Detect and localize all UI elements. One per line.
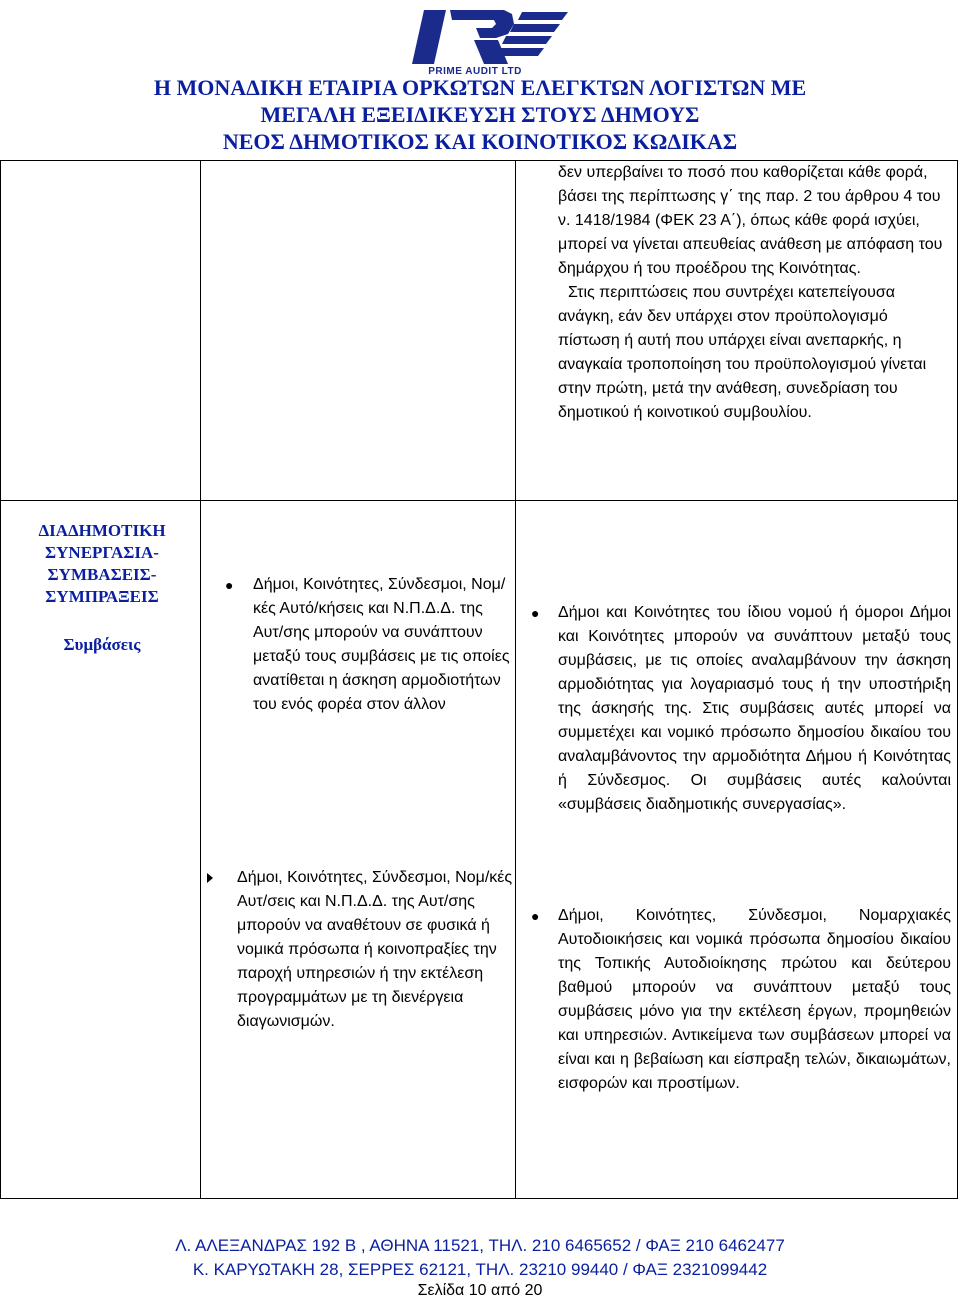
- footer-address-athens: Λ. ΑΛΕΞΑΝΔΡΑΣ 192 Β , ΑΘΗΝΑ 11521, ΤΗΛ. 210 6465652 / ΦΑΞ 210 6462477: [175, 1236, 785, 1255]
- continuation-cell-text: [558, 161, 953, 425]
- new-provision-text-2: Δήμοι, Κοινότητες, Σύνδεσμοι, Νομαρχιακές Αυτοδιοικήσεις και νομικά πρόσωπα δημοσίου δικαίου της Τοπικής Αυτοδιοίκησης πρώτου και δεύτερου βαθμού μπορούν να συνάπτουν μεταξύ τους συμβάσεις μόνο για την εκτέλεση έργων, προμηθειών και υπηρεσιών. Αντικείμενα των συμβάσεων μπορεί να είναι και η βεβαίωση και είσπραξη τελών, δικαιωμάτων, εισφορών και προστίμων.: [558, 907, 951, 1092]
- continuation-paragraph-1: δεν υπερβαίνει το ποσό που καθορίζεται κάθε φορά, βάσει της περίπτωσης γ΄ της παρ. 2 του άρθρου 4 του ν. 1418/1984 (ΦΕΚ 23 Α΄), όπως κάθε φορά ισχύει, μπορεί να γίνεται απευθείας ανάθεση με απόφαση του δημάρχου ή του προέδρου της Κοινότητας.: [558, 164, 943, 277]
- new-provision-text-1: Δήμοι και Κοινότητες του ίδιου νομού ή όμοροι Δήμοι και Κοινότητες μπορούν να συνάπτουν μεταξύ τους συμβάσεις, με τις οποίες αναλαμβάνουν την άσκηση αρμοδιότητας για λογαριασμό τους ή την υποστήριξη της άσκησής της. Στις συμβάσεις αυτές μπορεί να συμμετέχει και νομικό πρόσωπο δημοσίου δικαίου του αναλαμβάνοντος την αρμοδιότητα Δήμου ή Κοινότητας ή Σύνδεσμος. Οι συμβάσεις αυτές καλούνται «συμβάσεις διαδημοτικής συνεργασίας».: [558, 604, 951, 813]
- column-divider-2: [515, 161, 516, 1198]
- new-provision-item-1: [521, 601, 951, 817]
- header-title-line-3: ΝΕΟΣ ΔΗΜΟΤΙΚΟΣ ΚΑΙ ΚΟΙΝΟΤΙΚΟΣ ΚΩΔΙΚΑΣ: [222, 129, 738, 154]
- page-header-title: [0, 74, 960, 155]
- page-number: Σελίδα 10 από 20: [417, 1282, 543, 1299]
- continuation-paragraph-2: Στις περιπτώσεις που συντρέχει κατεπείγουσα ανάγκη, εάν δεν υπάρχει στον προϋπολογισμό πίστωση ή αυτή που υπάρχει είναι ανεπαρκής, η αναγκαία τροποποίηση του προϋπολογισμού γίνεται στην πρώτη, μετά την ανάθεση, συνεδρίαση του δημοτικού ή κοινοτικού συμβουλίου.: [558, 284, 927, 421]
- footer-address-serres: Κ. ΚΑΡΥΩΤΑΚΗ 28, ΣΕΡΡΕΣ 62121, ΤΗΛ. 23210 99440 / ΦΑΞ 2321099442: [192, 1260, 768, 1279]
- column-divider-1: [200, 161, 201, 1198]
- old-provision-item-2: [203, 866, 513, 1034]
- row-divider: [1, 500, 957, 501]
- comparison-table: [0, 160, 958, 1199]
- new-provision-item-2: [521, 904, 951, 1096]
- category-title: [5, 520, 199, 656]
- category-title-line-2: ΣΥΝΕΡΓΑΣΙΑ-: [45, 543, 159, 562]
- bullet-dot-icon: ●: [531, 605, 540, 621]
- old-provision-text-1: Δήμοι, Κοινότητες, Σύνδεσμοι, Νομ/κές Αυτό/κήσεις και Ν.Π.Δ.Δ. της Αυτ/σης μπορούν να συνάπτουν μεταξύ τους συμβάσεις με τις οποίες ανατίθεται η άσκηση αρμοδιοτήτων του ενός φορέα στον άλλον: [253, 576, 510, 713]
- header-title-line-1: Η ΜΟΝΑΔΙΚΗ ΕΤΑΙΡΙΑ ΟΡΚΩΤΩΝ ΕΛΕΓΚΤΩΝ ΛΟΓΙΣΤΩΝ ΜΕ: [153, 75, 807, 100]
- old-provision-item-1: [203, 573, 513, 717]
- category-title-line-1: ΔΙΑΔΗΜΟΤΙΚΗ: [38, 521, 166, 540]
- bullet-triangle-icon: [207, 873, 213, 883]
- category-title-line-3: ΣΥΜΒΑΣΕΙΣ-: [47, 565, 157, 584]
- category-subtitle: Συμβάσεις: [63, 635, 141, 654]
- category-title-line-4: ΣΥΜΠΡΑΞΕΙΣ: [45, 587, 159, 606]
- bullet-dot-icon: ●: [531, 908, 540, 924]
- old-provision-text-2: Δήμοι, Κοινότητες, Σύνδεσμοι, Νομ/κές Αυτ/σεις και Ν.Π.Δ.Δ. της Αυτ/σης μπορούν να αναθέτουν σε φυσικά ή νομικά πρόσωπα ή κοινοπραξίες την παροχή υπηρεσιών ή την εκτέλεση προγραμμάτων με τη διενέργεια διαγωνισμών.: [237, 869, 513, 1030]
- bullet-dot-icon: ●: [225, 577, 234, 593]
- logo-caption: PRIME AUDIT LTD: [428, 66, 522, 77]
- header-title-line-2: ΜΕΓΑΛΗ ΕΞΕΙΔΙΚΕΥΣΗ ΣΤΟΥΣ ΔΗΜΟΥΣ: [260, 102, 700, 127]
